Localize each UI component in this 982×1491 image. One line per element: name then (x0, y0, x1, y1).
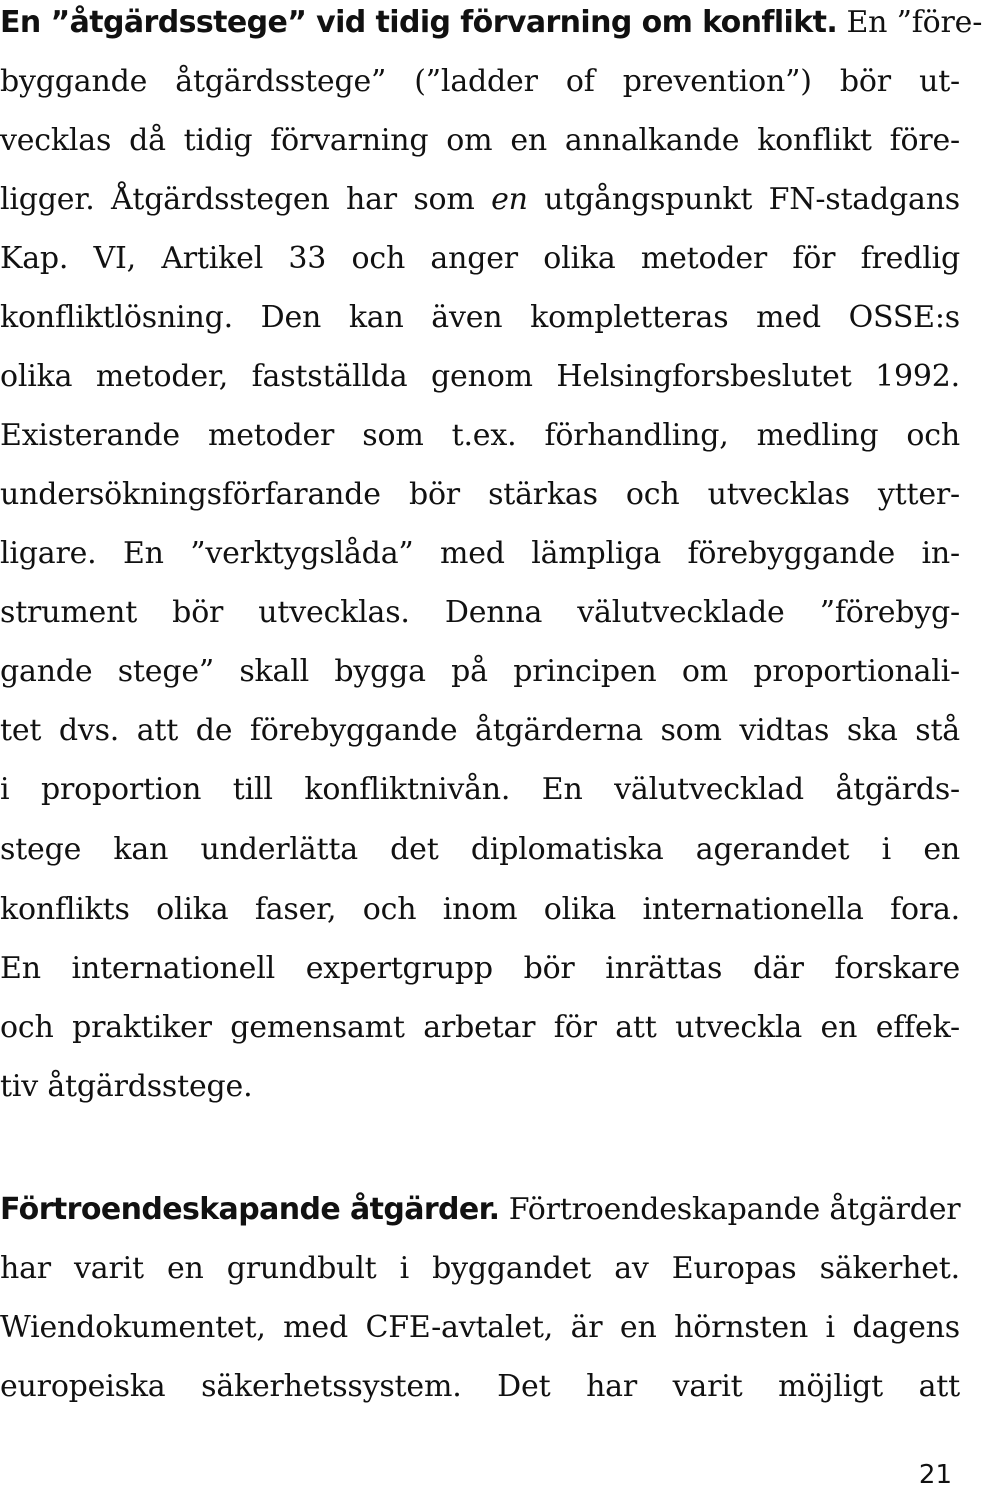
text-line: strument bör utvecklas. Denna välutvecklade ”förebyg- (0, 595, 960, 630)
text-line: har varit en grundbult i byggandet av Europas säkerhet. (0, 1251, 960, 1286)
paragraph-text: ligger. Åtgärdsstegen har som (0, 182, 492, 217)
text-line: undersökningsförfarande bör stärkas och utvecklas ytter- (0, 477, 960, 512)
text-line: stege kan underlätta det diplomatiska agerandet i en (0, 832, 960, 867)
paragraph-text: En ”före- (846, 5, 982, 40)
text-line: Existerande metoder som t.ex. förhandling, medling och (0, 418, 960, 453)
text-line: Kap. VI, Artikel 33 och anger olika metoder för fredlig (0, 241, 960, 276)
text-line: En internationell expertgrupp bör inrättas där forskare (0, 951, 960, 986)
text-line: gande stege” skall bygga på principen om proportionali- (0, 654, 960, 689)
text-line: i proportion till konfliktnivån. En välutvecklad åtgärds- (0, 772, 960, 807)
paragraph-text: Förtroendeskapande åtgärder (508, 1192, 961, 1227)
emphasized-text: en (491, 182, 528, 217)
text-line: tet dvs. att de förebyggande åtgärderna som vidtas ska stå (0, 713, 960, 748)
section-heading: Förtroendeskapande åtgärder. (0, 1192, 500, 1227)
section-heading: En ”åtgärdsstege” vid tidig förvarning om konflikt. (0, 5, 838, 40)
text-line: europeiska säkerhetssystem. Det har varit möjligt att (0, 1369, 960, 1404)
text-line: ligare. En ”verktygslåda” med lämpliga förebyggande in- (0, 536, 960, 571)
text-line: vecklas då tidig förvarning om en annalkande konflikt före- (0, 123, 960, 158)
text-line (0, 1180, 960, 1239)
text-line: byggande åtgärdsstege” (”ladder of prevention”) bör ut- (0, 64, 960, 99)
page-number: 21 (918, 1460, 952, 1490)
paragraph-text: utgångspunkt FN-stadgans (527, 182, 961, 217)
text-line: konflikts olika faser, och inom olika internationella fora. (0, 892, 960, 927)
text-line: Wiendokumentet, med CFE-avtalet, är en hörnsten i dagens (0, 1310, 960, 1345)
text-line: olika metoder, fastställda genom Helsingforsbeslutet 1992. (0, 359, 960, 394)
text-line: tiv åtgärdsstege. (0, 1069, 253, 1104)
text-line: och praktiker gemensamt arbetar för att utveckla en effek- (0, 1010, 960, 1045)
text-line (0, 0, 982, 52)
text-line (0, 170, 960, 229)
text-line: konfliktlösning. Den kan även kompletteras med OSSE:s (0, 300, 960, 335)
